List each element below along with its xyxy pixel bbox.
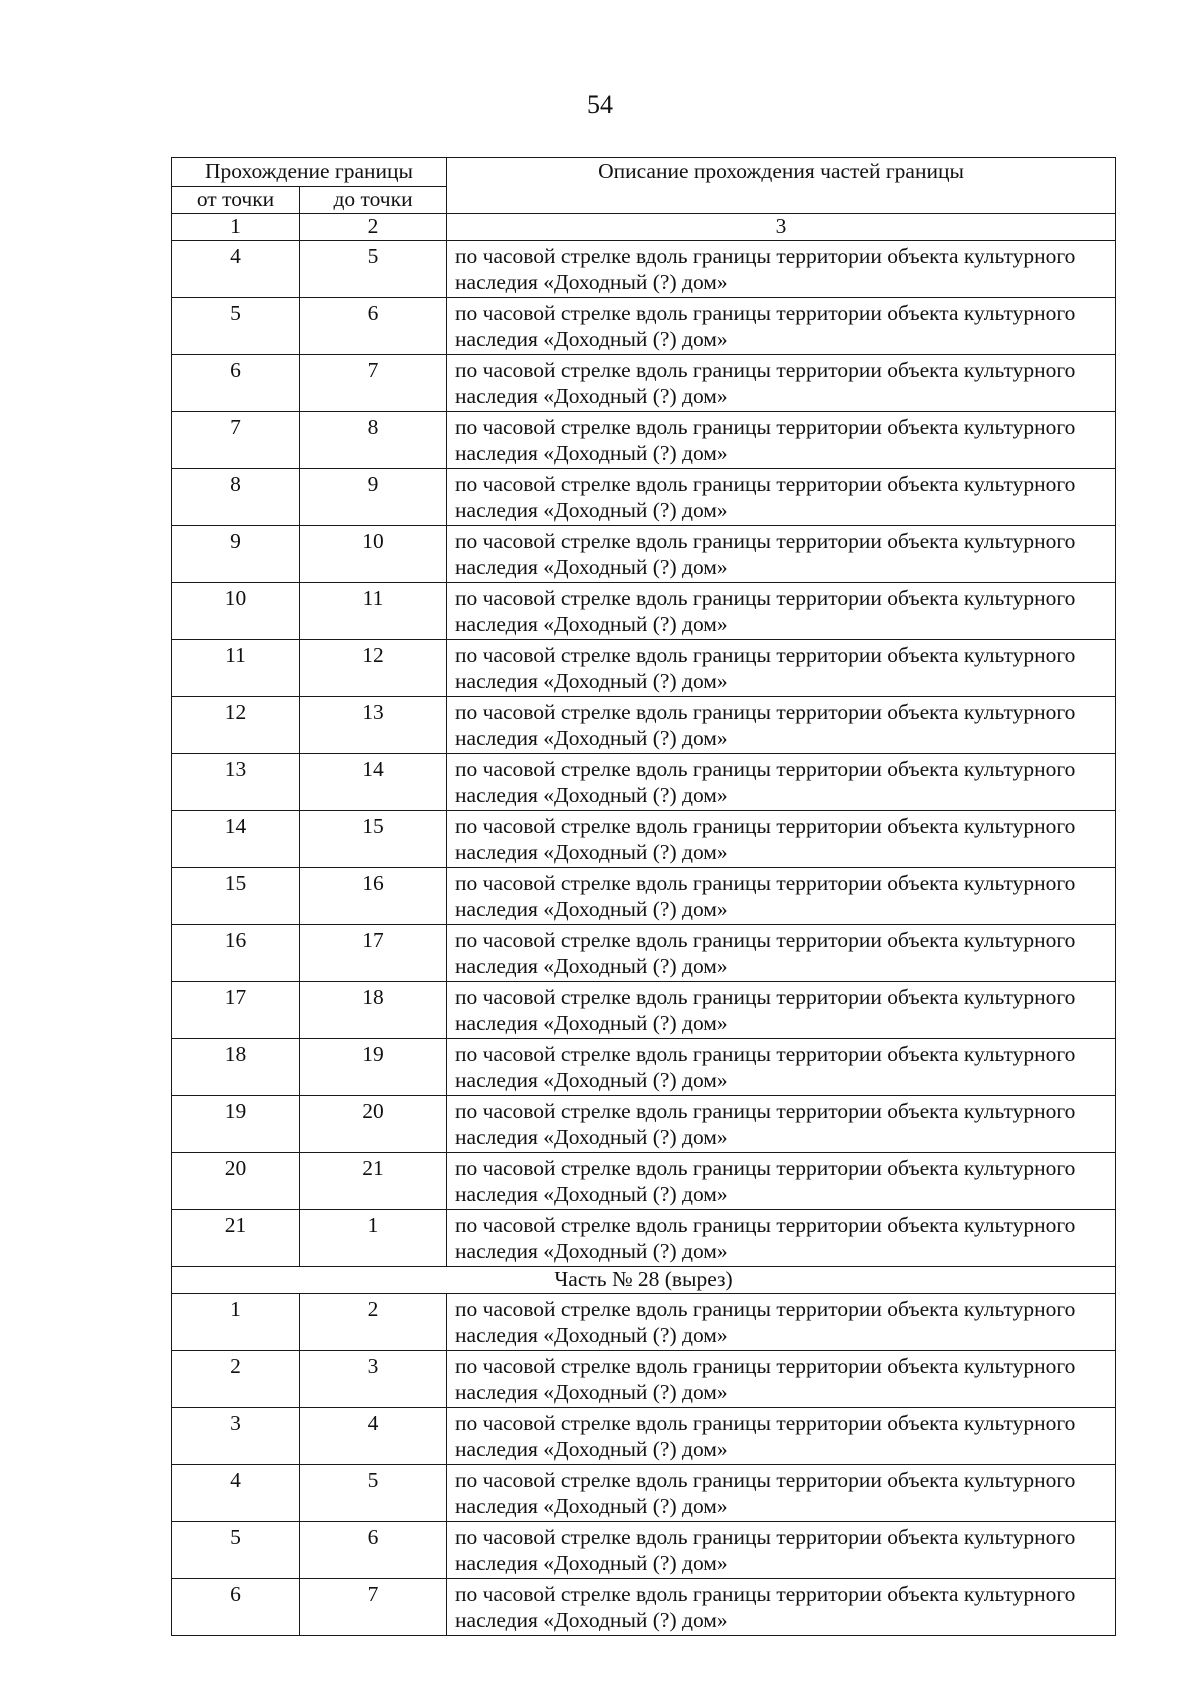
description-cell: по часовой стрелке вдоль границы территории объекта культурного наследия «Доходный (?) дом»: [447, 526, 1116, 583]
to-point-cell: 21: [300, 1153, 447, 1210]
from-point-cell: 13: [172, 754, 300, 811]
description-cell: по часовой стрелке вдоль границы территории объекта культурного наследия «Доходный (?) дом»: [447, 1522, 1116, 1579]
to-point-cell: 5: [300, 1465, 447, 1522]
description-cell: по часовой стрелке вдоль границы территории объекта культурного наследия «Доходный (?) дом»: [447, 1408, 1116, 1465]
header-from-point: от точки: [172, 187, 300, 214]
to-point-cell: 3: [300, 1351, 447, 1408]
table-row: [172, 1522, 1116, 1579]
table-row: [172, 868, 1116, 925]
section-row: [172, 1267, 1116, 1294]
column-number-row: [172, 214, 1116, 241]
table-row: [172, 1153, 1116, 1210]
from-point-cell: 5: [172, 298, 300, 355]
from-point-cell: 4: [172, 241, 300, 298]
table-row: [172, 640, 1116, 697]
description-cell: по часовой стрелке вдоль границы территории объекта культурного наследия «Доходный (?) дом»: [447, 1210, 1116, 1267]
description-cell: по часовой стрелке вдоль границы территории объекта культурного наследия «Доходный (?) дом»: [447, 1294, 1116, 1351]
to-point-cell: 20: [300, 1096, 447, 1153]
to-point-cell: 6: [300, 298, 447, 355]
from-point-cell: 18: [172, 1039, 300, 1096]
to-point-cell: 5: [300, 241, 447, 298]
description-cell: по часовой стрелке вдоль границы территории объекта культурного наследия «Доходный (?) дом»: [447, 241, 1116, 298]
to-point-cell: 18: [300, 982, 447, 1039]
description-cell: по часовой стрелке вдоль границы территории объекта культурного наследия «Доходный (?) дом»: [447, 1465, 1116, 1522]
table-header-row: [172, 158, 1116, 187]
table-row: [172, 526, 1116, 583]
to-point-cell: 12: [300, 640, 447, 697]
header-description: Описание прохождения частей границы: [447, 158, 1116, 214]
to-point-cell: 7: [300, 355, 447, 412]
table-row: [172, 697, 1116, 754]
description-cell: по часовой стрелке вдоль границы территории объекта культурного наследия «Доходный (?) дом»: [447, 298, 1116, 355]
table-row: [172, 298, 1116, 355]
to-point-cell: 9: [300, 469, 447, 526]
table-row: [172, 1096, 1116, 1153]
from-point-cell: 21: [172, 1210, 300, 1267]
table-row: [172, 355, 1116, 412]
to-point-cell: 7: [300, 1579, 447, 1636]
description-cell: по часовой стрелке вдоль границы территории объекта культурного наследия «Доходный (?) дом»: [447, 1351, 1116, 1408]
table-row: [172, 1039, 1116, 1096]
from-point-cell: 17: [172, 982, 300, 1039]
to-point-cell: 1: [300, 1210, 447, 1267]
from-point-cell: 8: [172, 469, 300, 526]
to-point-cell: 10: [300, 526, 447, 583]
description-cell: по часовой стрелке вдоль границы территории объекта культурного наследия «Доходный (?) дом»: [447, 1096, 1116, 1153]
from-point-cell: 20: [172, 1153, 300, 1210]
description-cell: по часовой стрелке вдоль границы территории объекта культурного наследия «Доходный (?) дом»: [447, 640, 1116, 697]
table-row: [172, 1579, 1116, 1636]
description-cell: по часовой стрелке вдоль границы территории объекта культурного наследия «Доходный (?) дом»: [447, 868, 1116, 925]
description-cell: по часовой стрелке вдоль границы территории объекта культурного наследия «Доходный (?) дом»: [447, 412, 1116, 469]
description-cell: по часовой стрелке вдоль границы территории объекта культурного наследия «Доходный (?) дом»: [447, 355, 1116, 412]
description-cell: по часовой стрелке вдоль границы территории объекта культурного наследия «Доходный (?) дом»: [447, 1039, 1116, 1096]
to-point-cell: 8: [300, 412, 447, 469]
to-point-cell: 16: [300, 868, 447, 925]
to-point-cell: 6: [300, 1522, 447, 1579]
boundary-table: [171, 157, 1116, 1636]
from-point-cell: 4: [172, 1465, 300, 1522]
from-point-cell: 5: [172, 1522, 300, 1579]
from-point-cell: 6: [172, 1579, 300, 1636]
table-row: [172, 583, 1116, 640]
from-point-cell: 12: [172, 697, 300, 754]
from-point-cell: 11: [172, 640, 300, 697]
table-row: [172, 754, 1116, 811]
from-point-cell: 15: [172, 868, 300, 925]
from-point-cell: 14: [172, 811, 300, 868]
description-cell: по часовой стрелке вдоль границы территории объекта культурного наследия «Доходный (?) дом»: [447, 982, 1116, 1039]
table-row: [172, 1465, 1116, 1522]
from-point-cell: 3: [172, 1408, 300, 1465]
from-point-cell: 9: [172, 526, 300, 583]
description-cell: по часовой стрелке вдоль границы территории объекта культурного наследия «Доходный (?) дом»: [447, 583, 1116, 640]
header-to-point: до точки: [300, 187, 447, 214]
to-point-cell: 17: [300, 925, 447, 982]
description-cell: по часовой стрелке вдоль границы территории объекта культурного наследия «Доходный (?) дом»: [447, 925, 1116, 982]
column-number: 3: [447, 214, 1116, 241]
to-point-cell: 13: [300, 697, 447, 754]
from-point-cell: 19: [172, 1096, 300, 1153]
table-row: [172, 1294, 1116, 1351]
table-row: [172, 925, 1116, 982]
section-title: Часть № 28 (вырез): [172, 1267, 1116, 1294]
description-cell: по часовой стрелке вдоль границы территории объекта культурного наследия «Доходный (?) дом»: [447, 1153, 1116, 1210]
boundary-table-body: [172, 158, 1116, 1636]
to-point-cell: 4: [300, 1408, 447, 1465]
from-point-cell: 10: [172, 583, 300, 640]
table-row: [172, 1210, 1116, 1267]
table-row: [172, 469, 1116, 526]
table-row: [172, 412, 1116, 469]
description-cell: по часовой стрелке вдоль границы территории объекта культурного наследия «Доходный (?) дом»: [447, 697, 1116, 754]
header-boundary-passage: Прохождение границы: [172, 158, 447, 187]
to-point-cell: 19: [300, 1039, 447, 1096]
from-point-cell: 1: [172, 1294, 300, 1351]
page-number: 54: [587, 90, 613, 119]
description-cell: по часовой стрелке вдоль границы территории объекта культурного наследия «Доходный (?) дом»: [447, 811, 1116, 868]
description-cell: по часовой стрелке вдоль границы территории объекта культурного наследия «Доходный (?) дом»: [447, 469, 1116, 526]
description-cell: по часовой стрелке вдоль границы территории объекта культурного наследия «Доходный (?) дом»: [447, 754, 1116, 811]
from-point-cell: 6: [172, 355, 300, 412]
to-point-cell: 14: [300, 754, 447, 811]
to-point-cell: 15: [300, 811, 447, 868]
column-number: 1: [172, 214, 300, 241]
table-row: [172, 811, 1116, 868]
from-point-cell: 16: [172, 925, 300, 982]
to-point-cell: 2: [300, 1294, 447, 1351]
to-point-cell: 11: [300, 583, 447, 640]
description-cell: по часовой стрелке вдоль границы территории объекта культурного наследия «Доходный (?) дом»: [447, 1579, 1116, 1636]
table-row: [172, 241, 1116, 298]
table-row: [172, 982, 1116, 1039]
column-number: 2: [300, 214, 447, 241]
table-row: [172, 1351, 1116, 1408]
from-point-cell: 7: [172, 412, 300, 469]
table-row: [172, 1408, 1116, 1465]
from-point-cell: 2: [172, 1351, 300, 1408]
